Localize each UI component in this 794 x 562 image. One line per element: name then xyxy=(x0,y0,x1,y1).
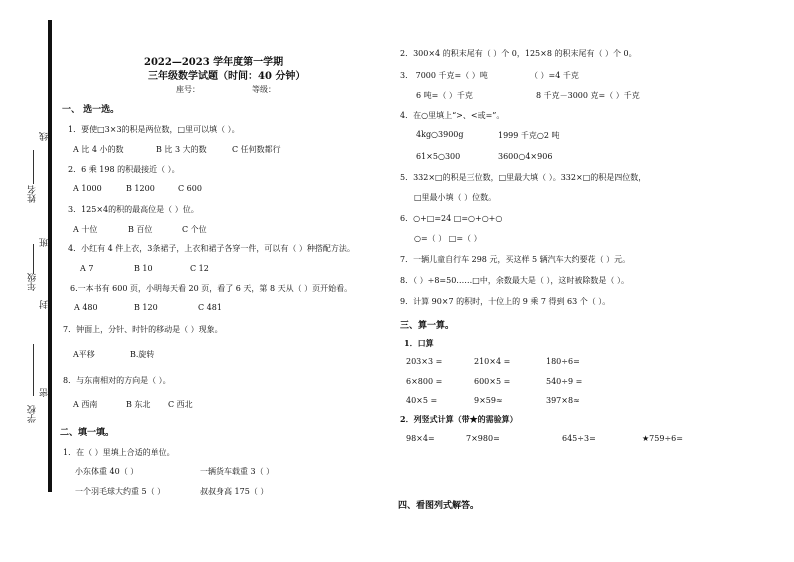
fill-4-item-b[interactable]: 1999 千克○2 吨 xyxy=(498,131,560,140)
vertical-calc-item[interactable]: 7×980= xyxy=(466,434,500,443)
calc-item[interactable]: 180÷6= xyxy=(546,357,580,366)
vertical-calc-item[interactable]: 645÷3= xyxy=(562,434,596,443)
margin-ban-label: 班 xyxy=(40,238,50,247)
question-3: 3．125×4的积的最高位是（ ）位。 xyxy=(68,205,199,214)
exam-title: 三年级数学试题（时间：40 分钟） xyxy=(148,71,306,82)
fill-1-item-b[interactable]: 一辆货车载重 3（ ） xyxy=(200,467,275,476)
calc-item[interactable]: 540÷9 = xyxy=(546,377,583,386)
binding-line xyxy=(48,20,52,492)
calc-item[interactable]: 6×800 = xyxy=(406,377,443,386)
question-2-option-c[interactable]: C 600 xyxy=(178,184,202,193)
fill-4-item-d[interactable]: 3600○4×906 xyxy=(498,152,553,161)
vertical-calc-heading: 2．列竖式计算（带★的需验算） xyxy=(400,414,518,424)
calc-item[interactable]: 600×5 = xyxy=(474,377,511,386)
question-2-option-a[interactable]: A 1000 xyxy=(73,184,102,193)
vertical-calc-item[interactable]: ★759÷6= xyxy=(642,434,683,443)
question-6-option-a[interactable]: A平移 xyxy=(73,350,95,359)
oral-calc-heading: 1．口算 xyxy=(404,338,434,348)
question-1-option-b[interactable]: B 比 3 大的数 xyxy=(156,145,207,154)
margin-name-blank xyxy=(30,176,31,182)
question-2-option-b[interactable]: B 1200 xyxy=(126,184,155,193)
fill-4-item-a[interactable]: 4kg○3900g xyxy=(416,130,464,139)
margin-school-label: 学校 xyxy=(28,405,38,423)
calc-item[interactable]: 40×5 = xyxy=(406,396,438,405)
question-4-option-c[interactable]: C 12 xyxy=(190,264,209,273)
question-1-option-c[interactable]: C 任何数都行 xyxy=(232,145,281,154)
fill-question-6: 6．○+□=24 □=○+○+○ xyxy=(400,214,503,223)
fill-3-item-d[interactable]: 8 千克－3000 克=（ ）千克 xyxy=(536,91,640,100)
question-5-option-a[interactable]: A 480 xyxy=(74,303,98,312)
fill-question-6-answers[interactable]: ○=（ ） □=（ ） xyxy=(414,234,482,243)
vertical-calc-item[interactable]: 98×4= xyxy=(406,434,435,443)
question-3-option-b[interactable]: B 百位 xyxy=(128,225,153,234)
question-7-option-c[interactable]: C 西北 xyxy=(168,400,193,409)
section-4-heading: 四、看图列式解答。 xyxy=(398,501,480,511)
fill-question-5-cont: □里最小填（ ）位数。 xyxy=(414,193,497,202)
section-2-heading: 二、填一填。 xyxy=(60,428,115,438)
fill-1-item-d[interactable]: 叔叔身高 175（ ） xyxy=(200,487,269,496)
fill-question-5: 5．332×□的积是三位数，□里最大填（ ）。332×□的积是四位数， xyxy=(400,173,647,182)
fill-3-item-c[interactable]: 6 吨=（ ）千克 xyxy=(416,91,473,100)
margin-grade-label: 年级 xyxy=(28,273,38,291)
question-5: 6.一本书有 600 页，小明每天看 20 页，看了 6 天，第 8 天从（ ）页开始看。 xyxy=(70,284,353,293)
question-7: 8．与东南相对的方向是（ ）。 xyxy=(63,376,171,385)
fill-question-1: 1．在（ ）里填上合适的单位。 xyxy=(63,448,175,457)
question-5-option-b[interactable]: B 120 xyxy=(134,303,158,312)
fill-1-item-c[interactable]: 一个羽毛球大约重 5（ ） xyxy=(75,487,166,496)
seat-label: 座号： xyxy=(176,85,200,94)
margin-feng-label: 封 xyxy=(40,300,50,309)
fill-1-item-a[interactable]: 小东体重 40（ ） xyxy=(75,467,139,476)
question-4-option-a[interactable]: A 7 xyxy=(80,264,94,273)
calc-item[interactable]: 397×8≈ xyxy=(546,396,580,405)
question-3-option-a[interactable]: A 十位 xyxy=(73,225,98,234)
question-4-option-b[interactable]: B 10 xyxy=(134,264,153,273)
margin-name-underline xyxy=(33,150,34,184)
section-1-heading: 一、 选一选。 xyxy=(62,105,120,115)
exam-year: 2022—2023 学年度第一学期 xyxy=(144,57,284,68)
fill-question-9: 9．计算 90×7 的积时，十位上的 9 乘 7 得到 63 个（ ）。 xyxy=(400,297,611,306)
question-6-option-b[interactable]: B.旋转 xyxy=(130,350,155,359)
margin-xian-label: 线 xyxy=(40,132,50,141)
question-1: 1．要使□3×3的积是两位数，□里可以填（ ）。 xyxy=(68,125,240,134)
question-7-option-b[interactable]: B 东北 xyxy=(126,400,151,409)
fill-4-item-c[interactable]: 61×5○300 xyxy=(416,152,461,161)
margin-grade-underline xyxy=(33,244,34,274)
question-7-option-a[interactable]: A 西南 xyxy=(73,400,98,409)
fill-3-item-b[interactable]: （ ）=4 千克 xyxy=(530,71,579,80)
margin-mi-label: 密 xyxy=(40,388,50,397)
fill-question-2: 2．300×4 的积末尾有（ ）个 0，125×8 的积末尾有（ ）个 0。 xyxy=(400,49,637,58)
question-1-option-a[interactable]: A 比 4 小的数 xyxy=(73,145,124,154)
calc-item[interactable]: 9×59≈ xyxy=(474,396,503,405)
question-6: 7．钟面上，分针、时针的移动是（ ）现象。 xyxy=(63,325,223,334)
fill-3-item-a[interactable]: 3． 7000 千克=（ ）吨 xyxy=(400,71,488,80)
question-2: 2．6 乘 198 的积最接近（ ）。 xyxy=(68,165,180,174)
section-3-heading: 三、算一算。 xyxy=(400,321,455,331)
question-5-option-c[interactable]: C 481 xyxy=(198,303,222,312)
margin-name-label: 姓名 xyxy=(28,185,38,203)
fill-question-8: 8．（ ）÷8=50……□中，余数最大是（ ），这时被除数是（ ）。 xyxy=(400,276,629,285)
question-4: 4．小红有 4 件上衣，3条裙子，上衣和裙子各穿一件，可以有（ ）种搭配方法。 xyxy=(68,244,355,253)
calc-item[interactable]: 210×4 = xyxy=(474,357,511,366)
question-3-option-c[interactable]: C 个位 xyxy=(182,225,207,234)
grade-level-label: 等级： xyxy=(252,85,276,94)
margin-school-underline xyxy=(33,344,34,396)
fill-question-7: 7．一辆儿童自行车 298 元，买这样 5 辆汽车大约要花（ ）元。 xyxy=(400,255,631,264)
calc-item[interactable]: 203×3 = xyxy=(406,357,443,366)
fill-question-4: 4．在○里填上“>、<或=”。 xyxy=(400,111,505,120)
